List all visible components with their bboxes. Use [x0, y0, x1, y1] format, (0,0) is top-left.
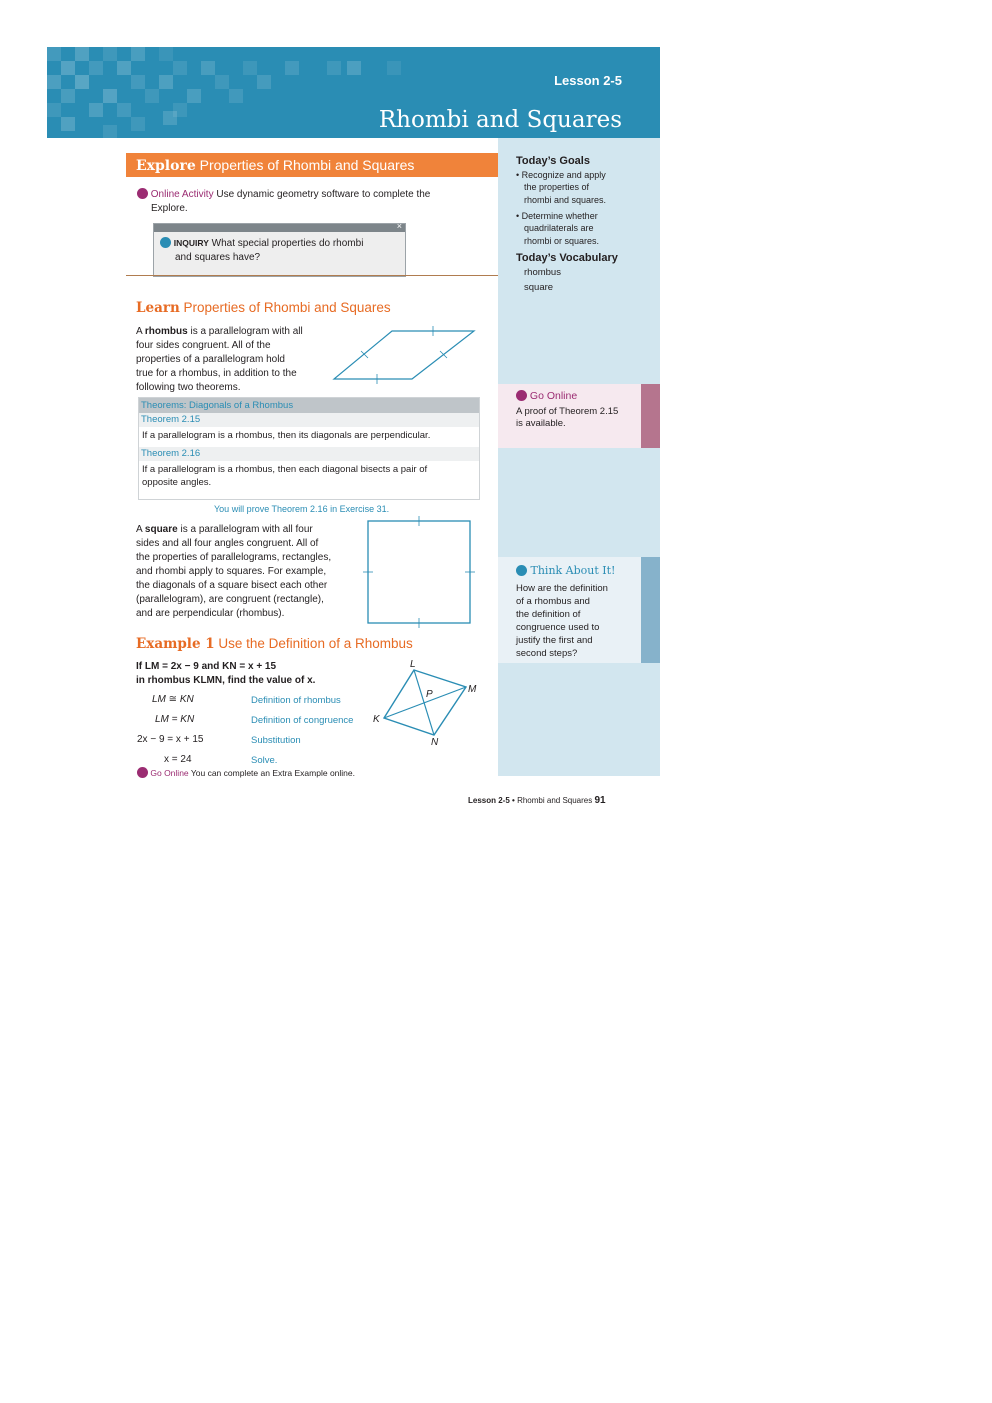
cursor-icon — [137, 767, 148, 778]
explore-title: Properties of Rhombi and Squares — [199, 157, 415, 173]
lesson-header — [47, 47, 660, 138]
goal-item-2: • Determine whether quadrilaterals are rhombi or squares. — [516, 211, 600, 246]
reason-2: Definition of congruence — [251, 715, 354, 726]
think-heading: Think About It! — [516, 564, 615, 577]
label-l: L — [410, 659, 416, 670]
vocab-heading: Today’s Vocabulary — [516, 252, 618, 264]
rhombus-diagram — [330, 322, 480, 386]
learn-heading: Learn Properties of Rhombi and Squares — [136, 300, 391, 316]
lightbulb-icon — [516, 565, 527, 576]
lesson-number: Lesson 2-5 — [554, 73, 622, 88]
online-activity[interactable]: Online Activity Use dynamic geometry software to complete the Explore. — [137, 188, 482, 216]
close-icon[interactable]: × — [396, 221, 402, 231]
cursor-icon — [137, 188, 148, 199]
step-2: LM = KN — [155, 714, 195, 725]
reason-4: Solve. — [251, 755, 278, 766]
square-diagram — [360, 514, 480, 630]
label-n: N — [431, 737, 439, 748]
reason-1: Definition of rhombus — [251, 695, 341, 706]
think-text: How are the definition of a rhombus and the definition of congruence used to justify the first and second steps? — [516, 583, 608, 659]
callout-tab — [641, 557, 660, 663]
rhombus-definition: A rhombus is a parallelogram with all four sides congruent. All of the properties of a parallelogram hold true for a rhombus, in addition to the following two theorems. — [136, 326, 303, 393]
label-m: M — [468, 684, 477, 695]
divider — [126, 275, 498, 276]
goal-item-1: • Recognize and apply the properties of rhombi and squares. — [516, 170, 607, 205]
vocab-rhombus[interactable]: rhombus — [524, 267, 561, 278]
step-3: 2x − 9 = x + 15 — [137, 734, 204, 745]
prove-note: You will prove Theorem 2.16 in Exercise 31. — [214, 504, 390, 514]
search-icon — [160, 237, 171, 248]
step-1: LM ≅ KN — [152, 694, 194, 705]
explore-label: Explore — [136, 158, 196, 174]
example-heading: Example 1 Use the Definition of a Rhombus — [136, 636, 413, 652]
theorem-heading: Theorems: Diagonals of a Rhombus — [139, 398, 479, 413]
explore-bar — [126, 153, 498, 177]
theorem-box — [138, 397, 480, 500]
callout-tab — [641, 384, 660, 448]
rhombus-klmn-diagram — [370, 656, 485, 750]
go-online-extra[interactable]: Go Online You can complete an Extra Example online. — [137, 767, 355, 778]
label-k: K — [373, 714, 380, 725]
theorem-statement: If a parallelogram is a rhombus, then each diagonal bisects a pair of opposite angles. — [142, 464, 428, 488]
page-title: Rhombi and Squares — [378, 107, 622, 133]
theorem-name: Theorem 2.15 — [139, 413, 479, 427]
label-p: P — [426, 689, 433, 700]
theorem-statement: If a parallelogram is a rhombus, then its diagonals are perpendicular. — [142, 430, 431, 441]
step-4: x = 24 — [164, 754, 192, 765]
reason-3: Substitution — [251, 735, 301, 746]
cursor-icon — [516, 390, 527, 401]
go-online-heading[interactable]: Go Online — [516, 390, 577, 402]
example-prompt: If LM = 2x − 9 and KN = x + 15 in rhombus KLMN, find the value of x. — [136, 661, 316, 686]
square-definition: A square is a parallelogram with all four sides and all four angles congruent. All of the properties of parallelograms, rectangles, and rhombi apply to squares. For example, the diagonals of a square bisect each other (parallelogram), are congruent (rectangle), and are perpendicular (rhombus). — [136, 524, 332, 619]
goals-heading: Today’s Goals — [516, 155, 590, 167]
page-footer: Lesson 2-5 • Rhombi and Squares 91 — [468, 795, 606, 806]
theorem-name: Theorem 2.16 — [139, 447, 479, 461]
vocab-square[interactable]: square — [524, 282, 554, 293]
inquiry-box[interactable]: × INQUIRY What special properties do rhombi and squares have? — [153, 223, 406, 277]
go-online-text: A proof of Theorem 2.15 is available. — [516, 406, 619, 430]
